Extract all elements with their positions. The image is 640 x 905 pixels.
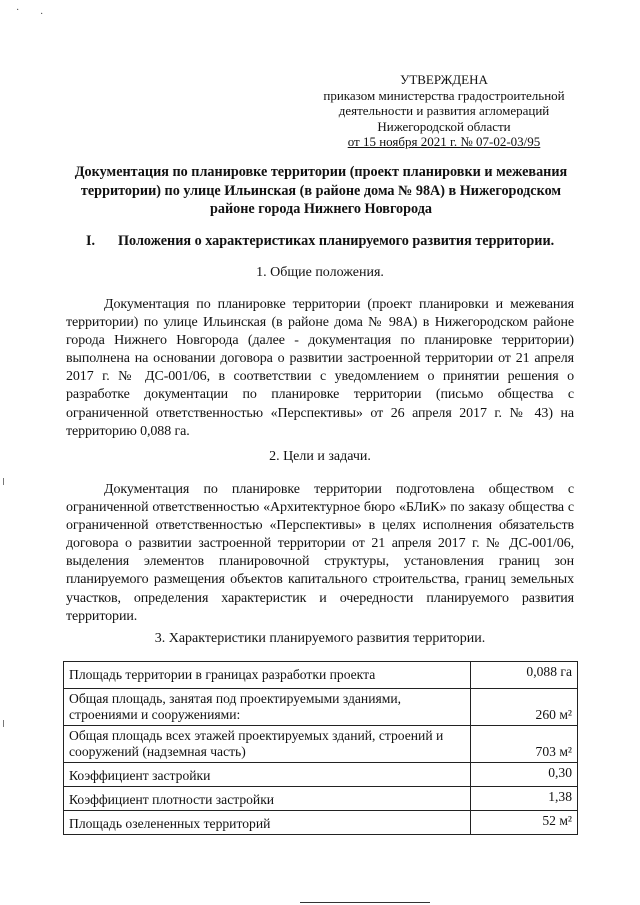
- table-row: [64, 811, 578, 835]
- table-cell-label: Площадь территории в границах разработки проекта: [64, 662, 471, 689]
- table-cell-label: Общая площадь всех этажей проектируемых зданий, строений и сооружений (надземная часть): [64, 726, 471, 763]
- table-cell-value: 260 м²: [471, 689, 578, 726]
- approval-heading: УТВЕРЖДЕНА: [400, 72, 488, 87]
- paragraph-general: Документация по планировке территории (проект планировки и межевания территории) по улице Ильинская (в районе дома № 98А) в Нижегородском районе города Нижнего Новгорода (далее - документация по планировке территории) выполнена на основании договора о развитии застроенной территории от 21 апреля 2017 г. № ДС-001/06, в соответствии с уведомлением о принятии решения о разработке документации по планировке территории (письмо общества с ограниченной ответственностью «Перспективы» от 26 апреля 2017 г. № 43) на территорию 0,088 га.: [66, 297, 574, 439]
- table-cell-label: Коэффициент плотности застройки: [64, 787, 471, 811]
- subsection-heading-goals: 2. Цели и задачи.: [269, 449, 371, 464]
- section-number: I.: [86, 233, 96, 249]
- approval-block: [318, 72, 570, 150]
- scan-edge-mark: [3, 478, 4, 485]
- subsection-heading-characteristics: 3. Характеристики планируемого развития территории.: [154, 631, 486, 646]
- approval-line: Нижегородской области: [377, 118, 511, 134]
- scan-dot: ·: [16, 5, 20, 16]
- scan-edge-mark: [3, 720, 4, 727]
- characteristics-table: [63, 661, 578, 835]
- paragraph-goals: Документация по планировке территории подготовлена обществом с ограниченной ответственностью «Архитектурное бюро «БЛиК» по заказу общества с ограниченной ответственностью «Перспективы» в целях исполнения обязательств договора о развитии застроенной территории от 21 апреля 2017 г. № ДС-001/06, выделения элементов планировочной структуры, установления границ зон планируемого размещения объектов капитального строительства, границ земельных участков, определения характеристик и очередности планируемого развития территории.: [66, 482, 574, 624]
- approval-order-reference: от 15 ноября 2021 г. № 07-02-03/95: [347, 134, 541, 150]
- approval-line: деятельности и развития агломераций: [338, 103, 550, 119]
- table-row: [64, 763, 578, 787]
- table-cell-value: 0,30: [471, 763, 578, 787]
- subsection-heading-general: 1. Общие положения.: [256, 265, 384, 280]
- section-heading: [86, 232, 586, 250]
- table-cell-label: Коэффициент застройки: [64, 763, 471, 787]
- table-cell-label: Площадь озелененных территорий: [64, 811, 471, 835]
- table-row: [64, 662, 578, 689]
- table-cell-value: 703 м²: [471, 726, 578, 763]
- table-cell-value: 0,088 га: [471, 662, 578, 689]
- table-row: [64, 726, 578, 763]
- approval-line: приказом министерства градостроительной: [323, 87, 565, 103]
- scan-dot: ·: [40, 9, 44, 20]
- table-row: [64, 787, 578, 811]
- table-cell-value: 1,38: [471, 787, 578, 811]
- table-row: [64, 689, 578, 726]
- document-title: Документация по планировке территории (проект планировки и межевания территории) по улице Ильинская (в районе дома № 98А) в Нижегородском районе города Нижнего Новгорода: [74, 164, 568, 217]
- signature-line: [300, 902, 430, 903]
- table-cell-value: 52 м²: [471, 811, 578, 835]
- table-cell-label: Общая площадь, занятая под проектируемыми зданиями, строениями и сооружениями:: [64, 689, 471, 726]
- section-title: Положения о характеристиках планируемого развития территории.: [118, 233, 555, 249]
